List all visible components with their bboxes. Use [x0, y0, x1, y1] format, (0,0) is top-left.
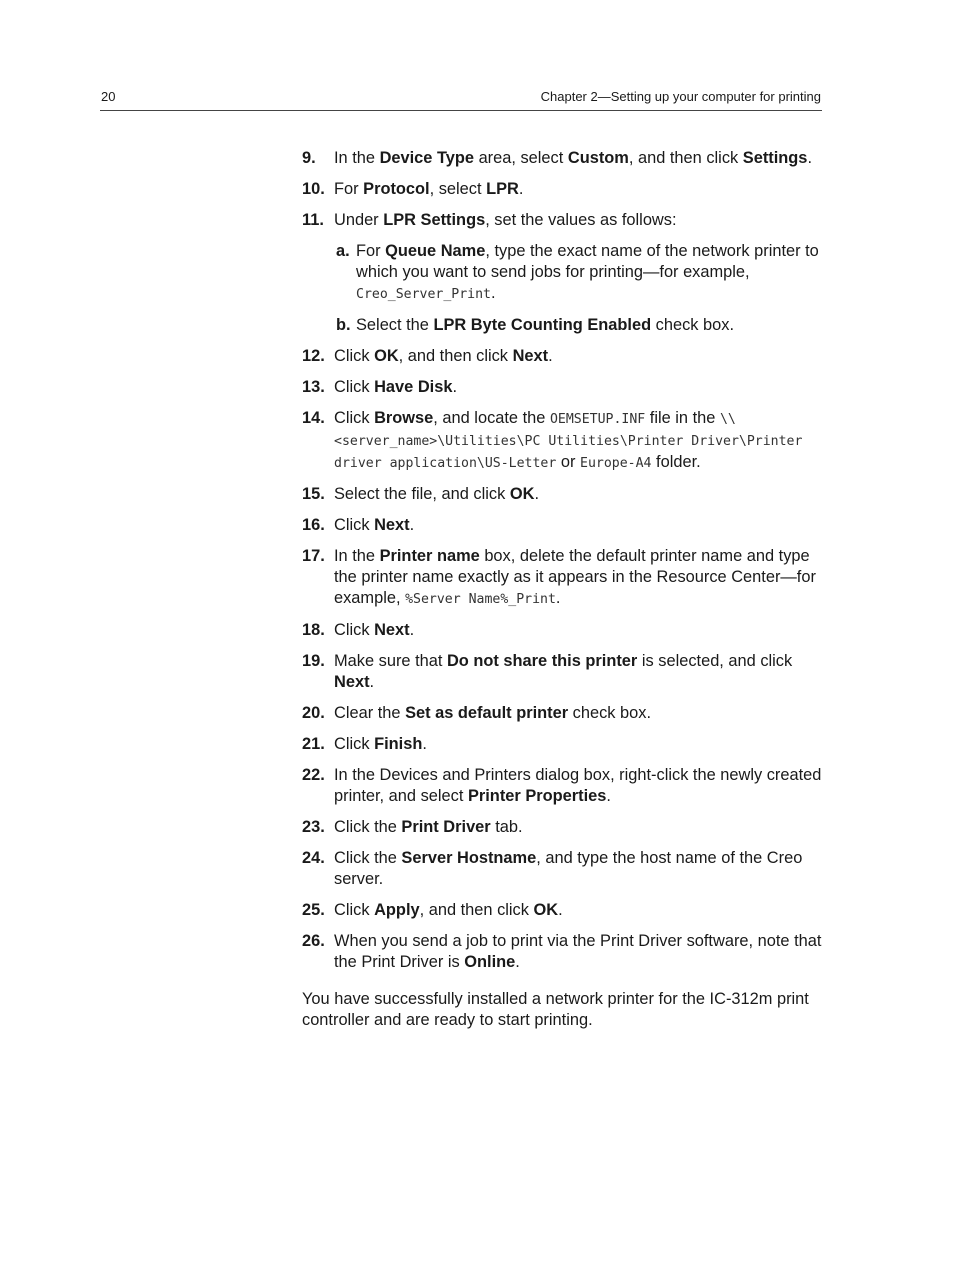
step-item — [302, 546, 822, 610]
sub-step-letter: a. — [336, 242, 350, 260]
text-run: . — [534, 485, 539, 503]
text-run: . — [518, 180, 524, 198]
text-run: Select the file, and click — [334, 485, 510, 503]
bold-term: Device Type — [379, 149, 475, 167]
bold-term: Printer name — [379, 547, 480, 565]
step-number: 13. — [302, 378, 325, 396]
step-item — [302, 484, 822, 505]
text-run: In the Devices and Printers dialog box, right-click the newly created printer, and select — [334, 766, 822, 805]
step-number: 22. — [302, 766, 325, 784]
bold-term: LPR Settings — [383, 211, 486, 229]
text-run: Click the — [334, 849, 402, 867]
text-run: check box. — [651, 316, 734, 334]
bold-term: Next — [334, 673, 370, 691]
text-run: , and then click — [398, 347, 513, 365]
step-number: 14. — [302, 409, 325, 427]
step-number: 10. — [302, 180, 325, 198]
step-text — [334, 900, 822, 921]
step-item — [302, 179, 822, 200]
page-header — [100, 88, 822, 111]
step-text — [334, 408, 822, 474]
bold-term: Apply — [374, 901, 420, 919]
text-run: or — [556, 453, 580, 471]
text-run: tab. — [490, 818, 523, 836]
bold-term: Next — [374, 516, 410, 534]
text-run: Select the — [356, 316, 434, 334]
bold-term: OK — [374, 347, 399, 365]
text-run: area, select — [474, 149, 568, 167]
text-run: For — [334, 180, 364, 198]
step-item — [302, 408, 822, 474]
step-number: 11. — [302, 211, 324, 229]
bold-term: Printer Properties — [467, 787, 607, 805]
text-run: . — [369, 673, 375, 691]
text-run: . — [558, 901, 563, 919]
bold-term: Print Driver — [401, 818, 491, 836]
step-item — [302, 703, 822, 724]
text-run: Clear the — [334, 704, 406, 722]
step-item — [302, 620, 822, 641]
step-item — [302, 931, 822, 973]
step-number: 15. — [302, 485, 325, 503]
step-item — [302, 817, 822, 838]
text-run: Click the — [334, 818, 402, 836]
text-run: Click — [334, 409, 375, 427]
step-item — [302, 377, 822, 398]
page-number: 20 — [101, 89, 116, 104]
step-item — [302, 346, 822, 367]
sub-step-item — [334, 315, 822, 336]
step-item — [302, 148, 822, 169]
bold-term: Queue Name — [385, 242, 486, 260]
step-number: 17. — [302, 547, 325, 565]
text-run: Click — [334, 735, 375, 753]
sub-step-letter: b. — [336, 316, 351, 334]
step-item — [302, 765, 822, 807]
text-run: . — [548, 347, 553, 365]
step-number: 19. — [302, 652, 325, 670]
step-number: 9. — [302, 149, 316, 167]
text-run: Click — [334, 347, 375, 365]
bold-term: Finish — [374, 735, 423, 753]
bold-term: Protocol — [363, 180, 430, 198]
text-run: , set the values as follows: — [485, 211, 677, 229]
text-run: . — [409, 621, 415, 639]
text-run: In the — [334, 547, 380, 565]
text-run: check box. — [568, 704, 652, 722]
step-text — [334, 620, 822, 641]
text-run: , and then click — [628, 149, 743, 167]
text-run: , and then click — [419, 901, 534, 919]
step-text — [334, 931, 822, 973]
text-run: In the — [334, 149, 380, 167]
bold-term: Server Hostname — [401, 849, 537, 867]
step-text — [334, 484, 822, 505]
step-text — [334, 515, 822, 536]
text-run: Click — [334, 378, 375, 396]
text-run: Click — [334, 621, 375, 639]
bold-term: Online — [464, 953, 516, 971]
step-number: 24. — [302, 849, 325, 867]
text-run: box, delete the default printer name and type the printer name exactly as it appears in the Resource Center—for example, — [334, 547, 816, 607]
step-text — [334, 703, 822, 724]
text-run: , select — [429, 180, 487, 198]
text-run: For — [356, 242, 386, 260]
step-item — [302, 515, 822, 536]
step-item — [302, 900, 822, 921]
sub-step-text — [356, 241, 822, 305]
bold-term: Do not share this printer — [446, 652, 638, 670]
step-text — [334, 765, 822, 807]
step-number: 12. — [302, 347, 325, 365]
bold-term: Set as default printer — [405, 704, 569, 722]
bold-term: Next — [374, 621, 410, 639]
summary-paragraph: You have successfully installed a network printer for the IC-312m print controller and are ready to start printing. — [302, 990, 809, 1029]
step-number: 23. — [302, 818, 325, 836]
text-run: . — [490, 284, 496, 302]
bold-term: LPR — [486, 180, 519, 198]
text-run: . — [409, 516, 415, 534]
text-run: . — [555, 589, 561, 607]
code-text: %Server Name%_Print — [405, 592, 556, 607]
sub-step-text — [356, 315, 822, 336]
bold-term: Have Disk — [374, 378, 453, 396]
step-number: 16. — [302, 516, 325, 534]
step-text — [334, 734, 822, 755]
bold-term: OK — [533, 901, 559, 919]
text-run: Click — [334, 516, 375, 534]
code-text: \\<server_name>\Utilities\PC Utilities\Printer Driver\Printer driver application\US-Letter — [334, 412, 803, 471]
step-text — [334, 817, 822, 838]
step-number: 20. — [302, 704, 325, 722]
bold-term: OK — [509, 485, 535, 503]
step-text — [334, 148, 822, 169]
step-item — [302, 651, 822, 693]
text-run: , and type the host name of the Creo server. — [334, 849, 803, 888]
bold-term: Next — [512, 347, 549, 365]
text-run: When you send a job to print via the Print Driver software, note that the Print Driver is — [334, 932, 822, 971]
step-number: 26. — [302, 932, 325, 950]
step-text — [334, 546, 822, 610]
bold-term: LPR Byte Counting Enabled — [433, 316, 652, 334]
step-item — [302, 848, 822, 890]
code-text: OEMSETUP.INF — [549, 412, 646, 427]
text-run: . — [807, 149, 812, 167]
text-run: . — [515, 953, 520, 971]
text-run: file in the — [645, 409, 720, 427]
step-text — [334, 210, 822, 231]
bold-term: Settings — [742, 149, 808, 167]
text-run: is selected, and click — [637, 652, 793, 670]
code-text: Europe-A4 — [580, 456, 652, 471]
step-number: 18. — [302, 621, 325, 639]
text-run: Under — [334, 211, 384, 229]
text-run: Click — [334, 901, 375, 919]
step-item — [302, 210, 822, 336]
sub-step-item — [334, 241, 822, 305]
bold-term: Browse — [374, 409, 434, 427]
bold-term: Custom — [567, 149, 629, 167]
text-run: . — [422, 735, 427, 753]
step-text — [334, 848, 822, 890]
text-run: , type the exact name of the network printer to which you want to send jobs for printing—for example, — [356, 242, 819, 281]
text-run: , and locate the — [433, 409, 550, 427]
text-run: . — [606, 787, 611, 805]
text-run: . — [452, 378, 458, 396]
step-item — [302, 734, 822, 755]
step-text — [334, 346, 822, 367]
step-text — [334, 377, 822, 398]
step-number: 21. — [302, 735, 325, 753]
step-text — [334, 179, 822, 200]
code-text: Creo_Server_Print — [356, 287, 491, 302]
step-text — [334, 651, 822, 693]
page-content — [302, 148, 822, 1031]
step-number: 25. — [302, 901, 325, 919]
text-run: folder. — [651, 453, 701, 471]
step-list — [302, 148, 822, 973]
chapter-title: Chapter 2—Setting up your computer for printing — [540, 89, 821, 104]
sub-step-list — [334, 241, 822, 336]
text-run: Make sure that — [334, 652, 447, 670]
